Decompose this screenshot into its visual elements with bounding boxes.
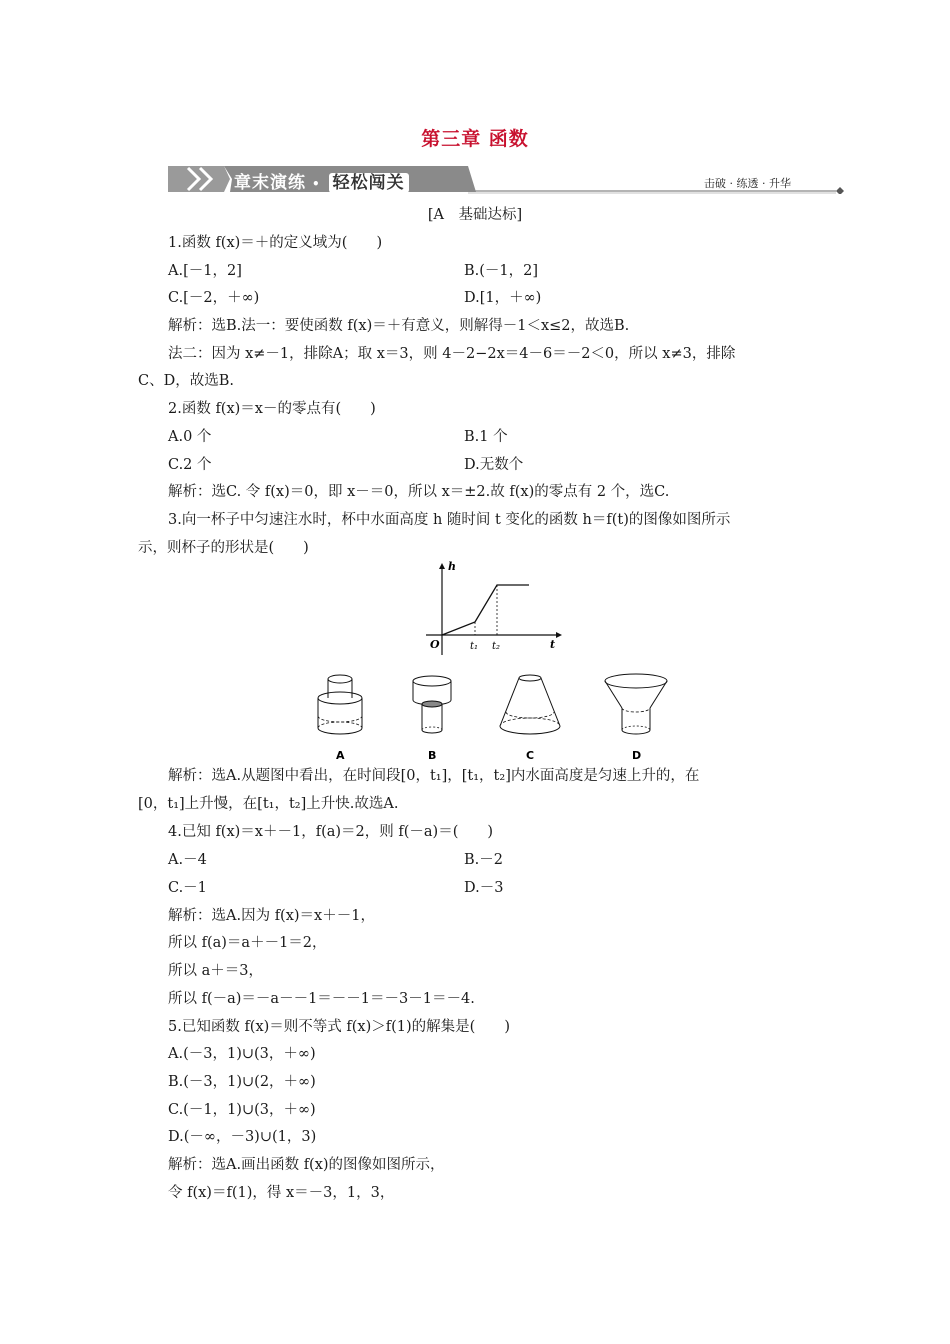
cup-c-label: C: [526, 749, 535, 762]
q1-stem: 1.函数 f(x)＝＋的定义域为( ): [168, 235, 383, 251]
cup-b-drawing: [413, 676, 451, 762]
chapter-title: 第三章 函数: [421, 128, 529, 150]
q5-solution-1: 解析：选A.画出函数 f(x)的图像如图所示，: [168, 1157, 445, 1173]
q1-option-a: A.[－1，2]: [168, 263, 242, 279]
q5-solution-2: 令 f(x)＝f(1)，得 x＝－3，1，3，: [168, 1185, 395, 1201]
q1-option-d: D.[1，＋∞): [464, 290, 542, 306]
q1-solution-2: 法二：因为 x≠－1，排除A；取 x＝3，则 4－2−2x＝4－6＝－2＜0，所以 x≠3，排除: [168, 346, 736, 362]
q4-option-a: A.－4: [168, 852, 207, 868]
q5-option-b: B.(－3，1)∪(2，＋∞): [168, 1074, 316, 1090]
cup-a-label: A: [336, 749, 345, 762]
graph-t1-label: t₁: [470, 641, 479, 652]
banner-slogan: 击破 · 练透 · 升华: [704, 177, 791, 190]
q4-solution-3: 所以 a＋＝3，: [168, 963, 263, 979]
banner-left-text: 章末演练: [234, 173, 306, 193]
q5-option-c: C.(－1，1)∪(3，＋∞): [168, 1102, 316, 1118]
q1-solution-1: 解析：选B.法一：要使函数 f(x)＝＋有意义，则解得－1＜x≤2，故选B.: [168, 318, 630, 334]
q3-stem-2: 示，则杯子的形状是( ): [138, 540, 309, 556]
cup-d-drawing: [605, 674, 667, 762]
q3-solution-1: 解析：选A.从题图中看出，在时间段[0，t₁]，[t₁，t₂]内水面高度是匀速上升的，在: [168, 768, 700, 784]
section-heading: [A 基础达标]: [427, 207, 523, 223]
cup-options-figure: [300, 668, 680, 768]
q3-solution-2: [0，t₁]上升慢，在[t₁，t₂]上升快.故选A.: [138, 796, 399, 812]
q4-solution-4: 所以 f(－a)＝－a－－1＝－－1＝－3－1＝－4.: [168, 991, 475, 1007]
graph-origin-label: O: [430, 638, 440, 651]
graph-t2-label: t₂: [492, 641, 501, 652]
q4-option-d: D.－3: [464, 880, 504, 896]
q2-stem: 2.函数 f(x)＝x－的零点有( ): [168, 401, 376, 417]
q2-solution: 解析：选C. 令 f(x)＝0，即 x－＝0，所以 x＝±2.故 f(x)的零点有 2 个，选C.: [168, 484, 670, 500]
q2-option-d: D.无数个: [464, 457, 524, 473]
q2-option-c: C.2 个: [168, 457, 212, 473]
graph-y-label: h: [448, 560, 456, 573]
q1-solution-3: C、D，故选B.: [138, 373, 234, 389]
q4-option-c: C.－1: [168, 880, 207, 896]
q5-stem: 5.已知函数 f(x)＝则不等式 f(x)＞f(1)的解集是( ): [168, 1019, 510, 1035]
cup-b-label: B: [428, 749, 437, 762]
banner-highlight: 轻松闯关: [329, 173, 409, 193]
cup-d-label: D: [632, 749, 642, 762]
q2-option-a: A.0 个: [168, 429, 212, 445]
graph-x-label: t: [550, 638, 556, 651]
q3-stem-1: 3.向一杯子中匀速注水时，杯中水面高度 h 随时间 t 变化的函数 h＝f(t)的图像如图所示: [168, 512, 731, 528]
q4-solution-1: 解析：选A.因为 f(x)＝x＋－1，: [168, 908, 375, 924]
q4-option-b: B.－2: [464, 852, 503, 868]
banner-dot: •: [312, 177, 321, 191]
cup-c-drawing: [500, 675, 560, 762]
water-height-graph: [418, 560, 563, 660]
q1-option-b: B.(－1，2]: [464, 263, 539, 279]
q2-option-b: B.1 个: [464, 429, 508, 445]
q5-option-d: D.(－∞，－3)∪(1，3): [168, 1129, 317, 1145]
q4-solution-2: 所以 f(a)＝a＋－1＝2，: [168, 935, 327, 951]
q5-option-a: A.(－3，1)∪(3，＋∞): [168, 1046, 316, 1062]
q1-option-c: C.[－2，＋∞): [168, 290, 260, 306]
banner-title: [234, 168, 409, 193]
cup-a-drawing: [318, 675, 362, 762]
q4-stem: 4.已知 f(x)＝x＋－1，f(a)＝2，则 f(－a)＝( ): [168, 824, 494, 840]
